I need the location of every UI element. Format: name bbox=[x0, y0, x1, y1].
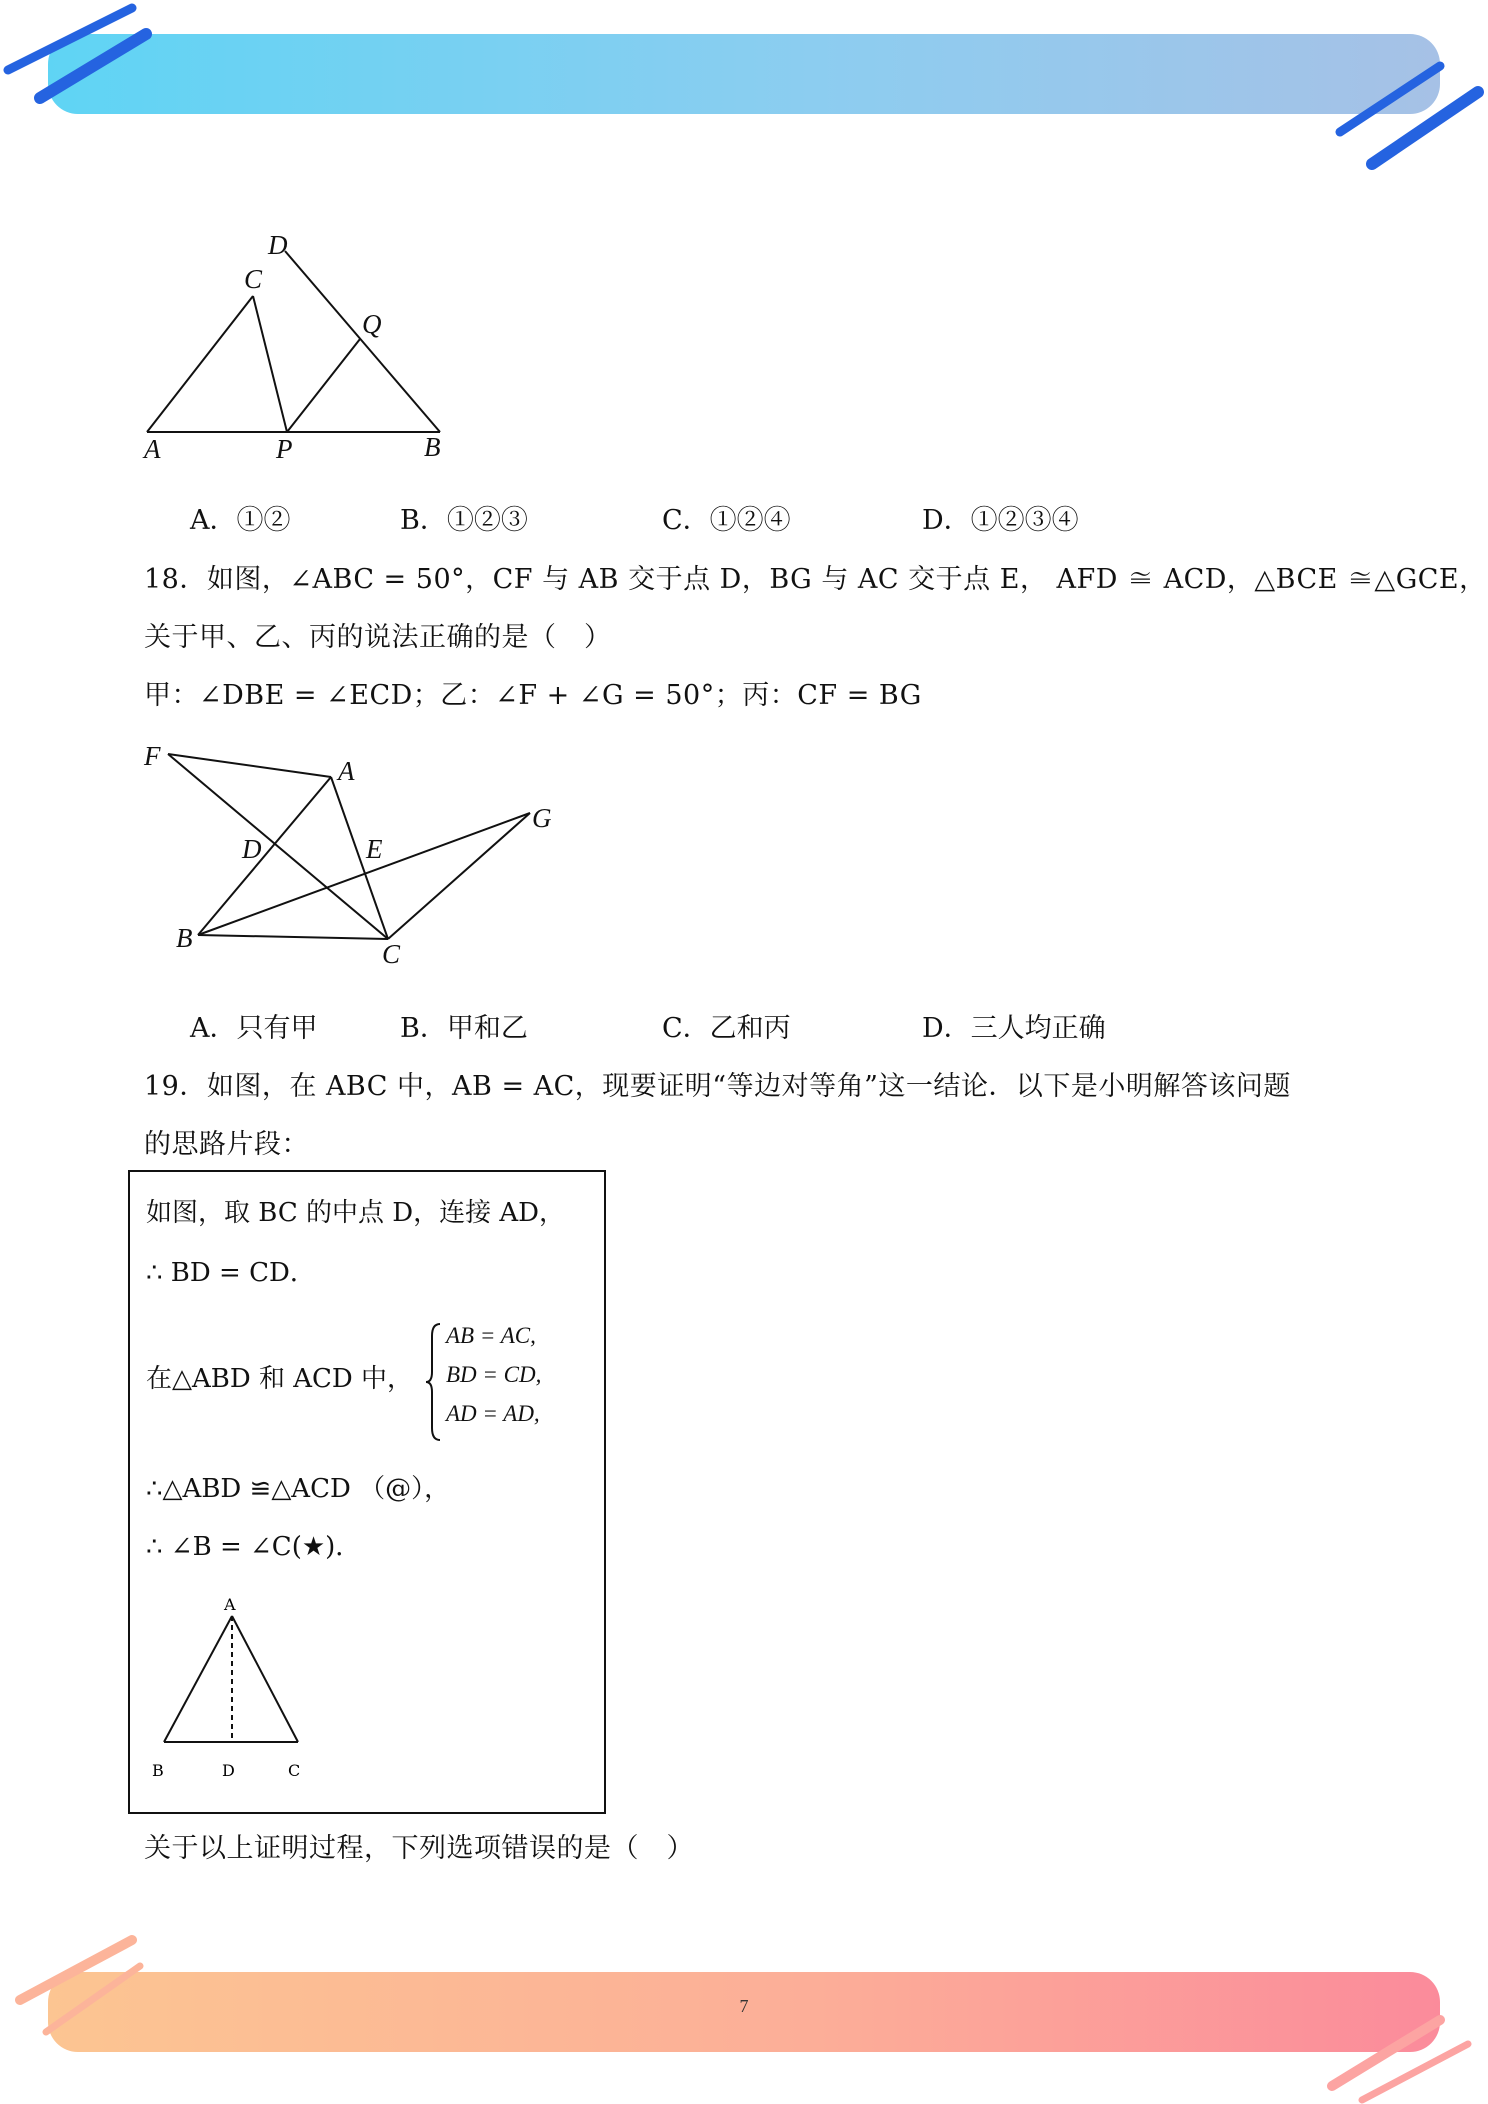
q19-figure bbox=[134, 1586, 334, 1782]
equation-3: AD = AD, bbox=[446, 1401, 540, 1426]
label-a: A bbox=[144, 434, 161, 464]
label-b: B bbox=[176, 923, 193, 953]
q19-stem-line1: 19．如图，在 ABC 中，AB = AC，现要证明“等边对等角”这一结论．以下是小明解答该问题 bbox=[144, 1071, 1291, 1102]
proof-box bbox=[128, 1170, 606, 1814]
proof-line-3: 在△ABD 和 ACD 中， bbox=[146, 1364, 414, 1394]
q19-stem-line2: 的思路片段： bbox=[144, 1129, 309, 1160]
label-c: C bbox=[244, 264, 263, 294]
label-d: D bbox=[268, 230, 288, 260]
proof-line-2: ∴ BD = CD． bbox=[146, 1258, 316, 1288]
q18-figure bbox=[130, 735, 570, 970]
q17-option-b[interactable]: B．①②③ bbox=[400, 505, 528, 536]
equation-1: AB = AC, bbox=[446, 1323, 536, 1348]
page-number: 7 bbox=[739, 1996, 749, 2016]
label-c: C bbox=[382, 939, 401, 969]
equation-2: BD = CD, bbox=[446, 1362, 542, 1387]
label-g: G bbox=[532, 803, 552, 833]
label-b: B bbox=[424, 432, 441, 462]
label-p: P bbox=[276, 434, 293, 464]
q18-stem-line2: 关于甲、乙、丙的说法正确的是（ ） bbox=[144, 622, 612, 653]
q17-option-c[interactable]: C．①②④ bbox=[662, 505, 791, 536]
brace-icon bbox=[424, 1320, 444, 1444]
equation-system bbox=[446, 1316, 541, 1433]
q17-option-a[interactable]: A．①② bbox=[190, 505, 291, 536]
proof-line-5: ∴ ∠B = ∠C(★)． bbox=[146, 1532, 362, 1562]
q18-stem-line1: 18．如图，∠ABC = 50°，CF 与 AB 交于点 D，BG 与 AC 交于点 E， AFD ≅ ACD，△BCE ≅△GCE， bbox=[144, 564, 1487, 595]
q17-option-d[interactable]: D．①②③④ bbox=[922, 505, 1079, 536]
label-c: C bbox=[288, 1761, 301, 1780]
q18-statements: 甲：∠DBE = ∠ECD；乙：∠F + ∠G = 50°；丙：CF = BG bbox=[144, 680, 922, 711]
label-a: A bbox=[338, 756, 355, 786]
q18-option-c[interactable]: C．乙和丙 bbox=[662, 1013, 791, 1044]
proof-line-4: ∴△ABD ≌△ACD （@）， bbox=[146, 1474, 451, 1504]
q17-figure bbox=[130, 224, 460, 474]
label-d: D bbox=[222, 1761, 235, 1780]
q18-option-b[interactable]: B．甲和乙 bbox=[400, 1013, 528, 1044]
proof-line-1: 如图，取 BC 的中点 D，连接 AD， bbox=[146, 1198, 566, 1228]
label-f: F bbox=[144, 741, 161, 771]
q18-option-a[interactable]: A．只有甲 bbox=[190, 1013, 318, 1044]
label-e: E bbox=[366, 834, 383, 864]
label-a: A bbox=[224, 1595, 236, 1614]
q19-question: 关于以上证明过程，下列选项错误的是（ ） bbox=[144, 1833, 694, 1864]
label-b: B bbox=[152, 1761, 164, 1780]
label-q: Q bbox=[362, 309, 382, 339]
label-d: D bbox=[242, 834, 262, 864]
q18-option-d[interactable]: D．三人均正确 bbox=[922, 1013, 1106, 1044]
